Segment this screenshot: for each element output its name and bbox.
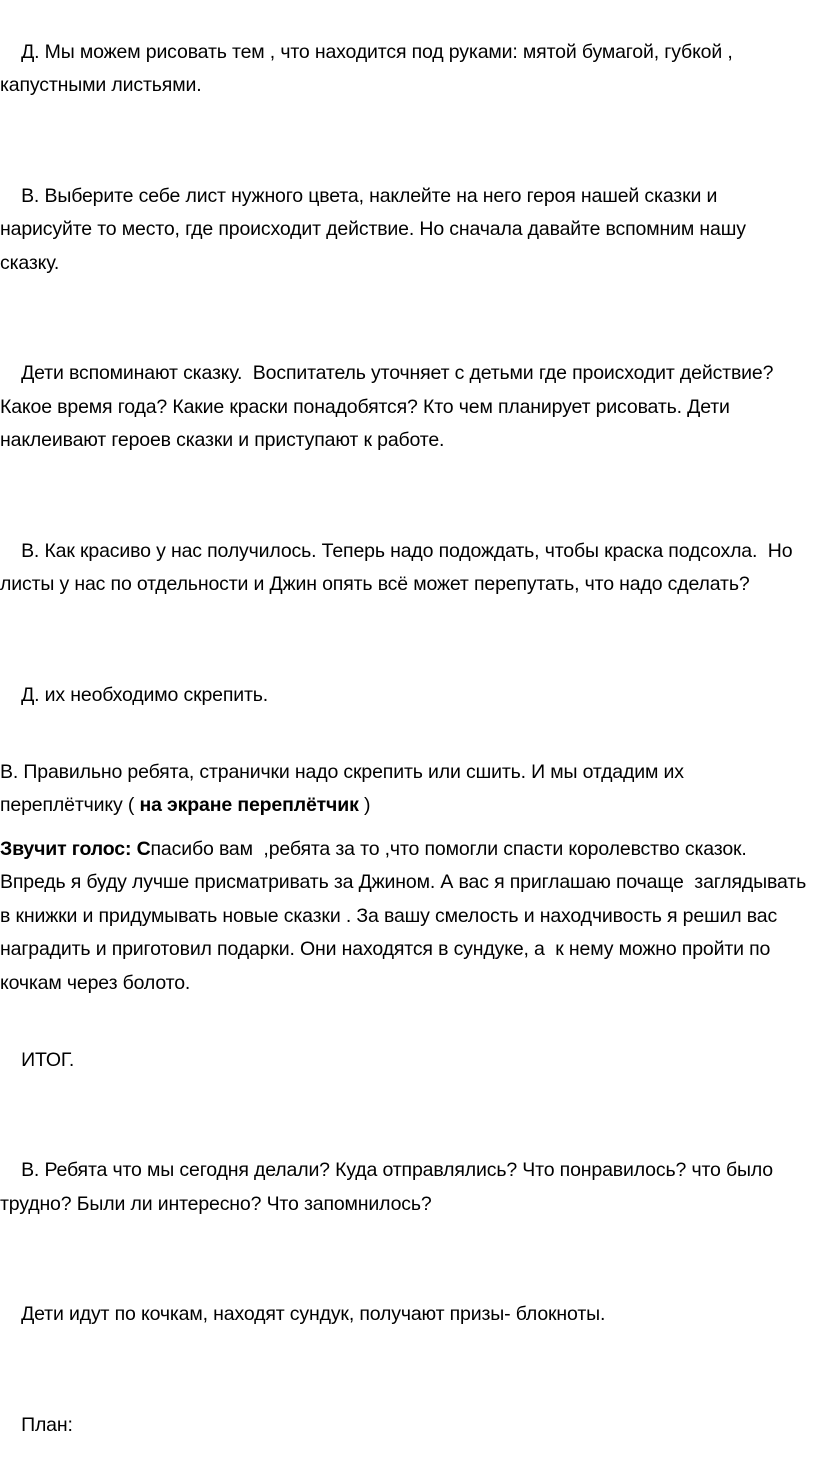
paragraph-6-closing: ): [358, 794, 371, 816]
paragraph-7-bold-lead: Звучит голос: С: [0, 837, 151, 860]
paragraph-11: [0, 1375, 808, 1476]
paragraph-6-bold-note: на экране переплётчик: [139, 794, 359, 816]
paragraph-3: [0, 324, 808, 492]
paragraph-3-text: Дети вспоминают сказку. Воспитатель уточняет с детьми где происходит действие? Какое время года? Какие краски понадобятся? Кто чем планирует рисовать. Дети наклеивают героев сказки и приступают к работе.: [0, 362, 779, 451]
paragraph-10: [0, 1265, 808, 1366]
paragraph-10-text: Дети идут по кочкам, находят сундук, получают призы- блокноты.: [21, 1303, 606, 1325]
paragraph-11-text: План:: [21, 1413, 73, 1436]
paragraph-2: [0, 146, 808, 314]
paragraph-1: [0, 2, 808, 136]
paragraph-1-text: Д. Мы можем рисовать тем , что находится под руками: мятой бумагой, губкой , капустными листьями.: [0, 40, 738, 96]
paragraph-4-text: В. Как красиво у нас получилось. Теперь надо подождать, чтобы краска подсохла. Но листы у нас по отдельности и Джин опять всё может перепутать, что надо сделать?: [0, 539, 798, 595]
paragraph-2-text: В. Выберите себе лист нужного цвета, наклейте на него героя нашей сказки и нарисуйте то место, где происходит действие. Но сначала давайте вспомним нашу сказку.: [0, 184, 752, 274]
paragraph-5-text: Д. их необходимо скрепить.: [21, 683, 269, 706]
paragraph-4: [0, 501, 808, 635]
paragraph-9-text: В. Ребята что мы сегодня делали? Куда отправлялись? Что понравилось? что было трудно? Были ли интересно? Что запомнилось?: [0, 1159, 779, 1215]
paragraph-7: [0, 833, 812, 1001]
paragraph-8-heading: [0, 1010, 808, 1111]
paragraph-7-text: пасибо вам ,ребята за то ,что помогли спасти королевство сказок. Впредь я буду лучше присматривать за Джином. А вас я приглашаю почаще заглядывать в книжки и придумывать новые сказки . За вашу смелость и находчивость я решил вас наградить и приготовил подарки. Они находятся в сундуке, а к нему можно пройти по кочкам через болото.: [0, 837, 812, 994]
paragraph-5: [0, 645, 808, 746]
paragraph-6: [0, 756, 808, 823]
paragraph-8-text: ИТОГ.: [21, 1048, 75, 1071]
paragraph-6-text: В. Правильно ребята, странички надо скрепить или сшить. И мы отдадим их переплётчику (: [0, 760, 690, 816]
paragraph-9: [0, 1121, 808, 1255]
